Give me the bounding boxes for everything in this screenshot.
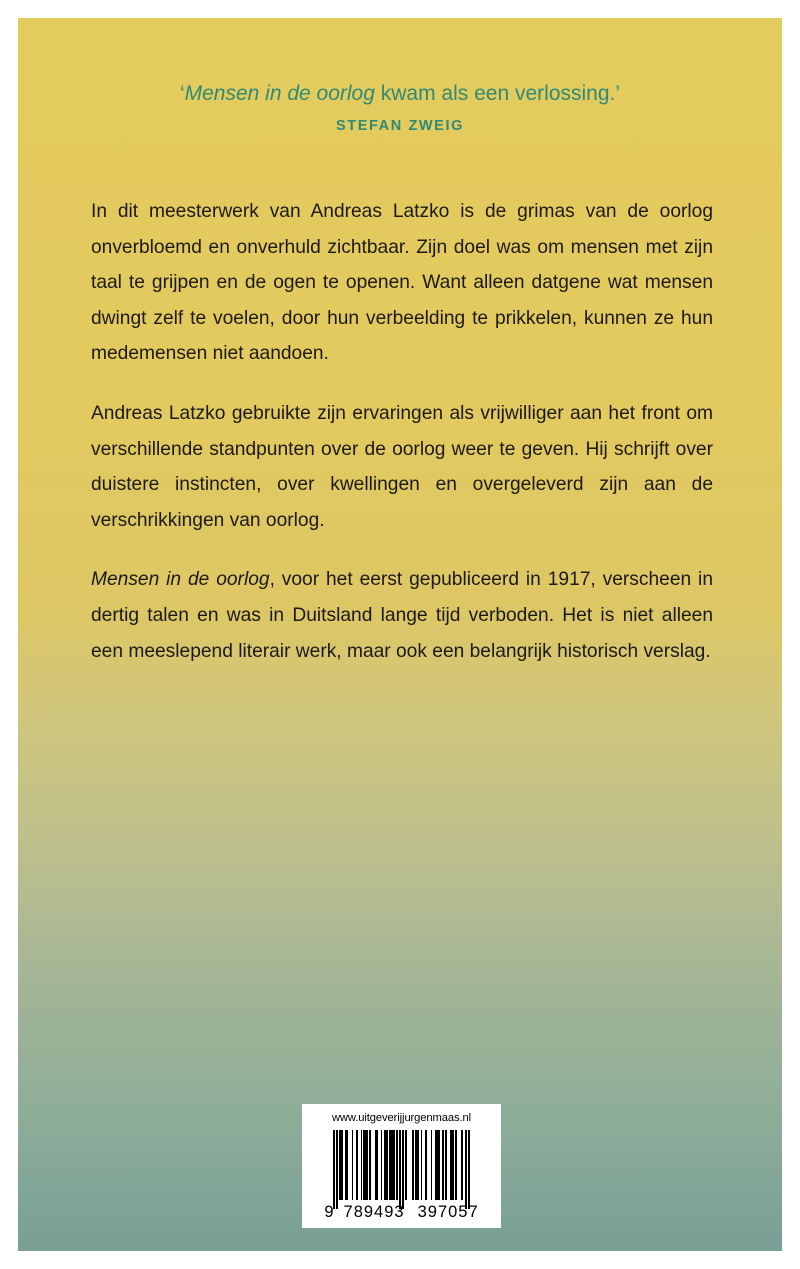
quote-text [18, 80, 782, 108]
barcode-bars [333, 1130, 470, 1200]
isbn-barcode [302, 1104, 501, 1228]
barcode-left-group: 789493 [343, 1203, 405, 1221]
publisher-url: www.uitgeverijjurgenmaas.nl [331, 1112, 472, 1124]
pull-quote [18, 80, 782, 134]
blurb-paragraph-1: In dit meesterwerk van Andreas Latzko is de grimas van de oorlog onverbloemd en onverhuld zichtbaar. Zijn doel was om mensen met zijn taal te grijpen en de ogen te openen. Want alleen datgene wat mensen dwingt zelf te voelen, door hun verbeelding te prikkelen, kunnen ze hun medemensen niet aandoen. [91, 201, 713, 365]
quote-opening-mark: ‘ [179, 82, 185, 105]
blurb-body [91, 194, 713, 669]
barcode-right-group: 397057 [417, 1203, 479, 1221]
blurb-paragraph-2: Andreas Latzko gebruikte zijn ervaringen als vrijwilliger aan het front om verschillende standpunten over de oorlog weer te geven. Hij schrijft over duistere instincten, over kwellingen en overgeleverd zijn aan de verschrikkingen van oorlog. [91, 402, 713, 531]
book-back-cover [18, 18, 782, 1251]
blurb-paragraph-3 [91, 562, 713, 669]
blurb-paragraph-3-rest: , voor het eerst gepubliceerd in 1917, verscheen in dertig talen en was in Duitsland lange tijd verboden. Het is niet alleen een meeslepend literair werk, maar ook een belangrijk historisch verslag. [91, 569, 713, 662]
blurb-work-title: Mensen in de oorlog [91, 569, 270, 591]
quote-work-title: Mensen in de oorlog [184, 82, 375, 105]
barcode-digits [302, 1203, 501, 1222]
quote-attribution: STEFAN ZWEIG [336, 118, 464, 134]
barcode-lead-digit: 9 [324, 1203, 335, 1221]
quote-remainder: kwam als een verlossing.’ [374, 82, 621, 105]
